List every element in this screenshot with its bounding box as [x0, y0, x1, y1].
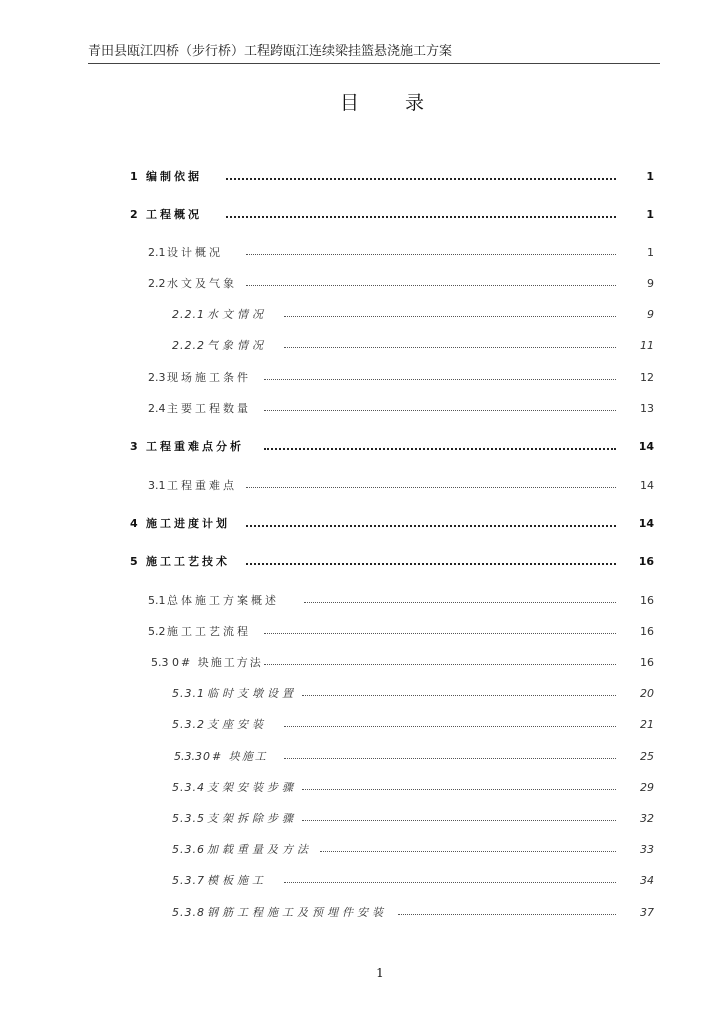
toc-label: 水文及气象	[167, 277, 237, 290]
toc-leader	[284, 882, 616, 883]
toc-page: 1	[646, 207, 654, 221]
toc-label: 现场施工条件	[167, 371, 251, 384]
toc-leader	[226, 216, 616, 218]
toc-leader	[246, 487, 616, 488]
toc-entry[interactable]	[0, 305, 724, 323]
toc-label: 工程重难点	[167, 479, 237, 492]
toc-number: 5.3	[151, 655, 169, 669]
toc-leader	[302, 695, 616, 696]
toc-page: 16	[638, 554, 654, 568]
toc-entry[interactable]	[0, 715, 724, 733]
toc-entry[interactable]	[0, 336, 724, 354]
toc-page: 33	[640, 842, 654, 856]
toc-leader	[264, 664, 616, 665]
toc-label: 编制依据	[146, 170, 202, 183]
toc-page: 13	[640, 401, 654, 415]
toc-page: 11	[640, 338, 654, 352]
toc-page: 16	[640, 624, 654, 638]
page-number: 1	[376, 966, 384, 980]
toc-page: 16	[640, 655, 654, 669]
toc-entry[interactable]	[0, 903, 724, 921]
toc-number: 5.3.2	[172, 717, 205, 731]
toc-label: 支座安装	[207, 718, 267, 731]
toc-leader	[246, 285, 616, 286]
toc-leader	[264, 379, 616, 380]
toc-number: 2.4	[148, 401, 166, 415]
toc-entry[interactable]	[0, 274, 724, 292]
toc-leader	[226, 178, 616, 180]
toc-page: 14	[640, 478, 654, 492]
toc-page: 9	[647, 307, 654, 321]
toc-label: 施工工艺技术	[146, 555, 230, 568]
toc-number: 5.3.1	[172, 686, 205, 700]
toc-leader	[320, 851, 616, 852]
toc-entry[interactable]	[0, 840, 724, 858]
toc-page: 37	[640, 905, 654, 919]
toc-page: 12	[640, 370, 654, 384]
toc-label: 气象情况	[207, 339, 267, 352]
toc-number: 2.1	[148, 245, 166, 259]
toc-label: 设计概况	[167, 246, 223, 259]
toc-entry[interactable]	[0, 476, 724, 494]
toc-number: 2.2.1	[172, 307, 205, 321]
toc-page: 20	[640, 686, 654, 700]
toc-number: 5.3.4	[172, 780, 205, 794]
toc-label: 工程概况	[146, 208, 202, 221]
toc-number: 5.2	[148, 624, 166, 638]
toc-number: 5.3.7	[172, 873, 205, 887]
toc-page: 16	[640, 593, 654, 607]
toc-number: 1	[130, 169, 141, 183]
toc-number: 5.3.8	[172, 905, 205, 919]
toc-leader	[246, 254, 616, 255]
toc-label: 0# 块施工方法	[172, 656, 263, 669]
toc-label: 总体施工方案概述	[167, 594, 279, 607]
toc-entry[interactable]	[0, 167, 724, 185]
toc-leader	[264, 448, 616, 450]
toc-page: 32	[640, 811, 654, 825]
toc-leader	[264, 410, 616, 411]
toc-leader	[302, 789, 616, 790]
toc-leader	[284, 726, 616, 727]
toc-leader	[284, 758, 616, 759]
toc-leader	[246, 563, 616, 565]
toc-page: 29	[640, 780, 654, 794]
toc-entry[interactable]	[0, 653, 724, 671]
toc-entry[interactable]	[0, 747, 724, 765]
toc-leader	[284, 347, 616, 348]
toc-page: 34	[640, 873, 654, 887]
toc-label: 主要工程数量	[167, 402, 251, 415]
toc-page: 14	[638, 439, 654, 453]
toc-number: 5.3.5	[172, 811, 205, 825]
toc-entry[interactable]	[0, 871, 724, 889]
toc-entry[interactable]	[0, 437, 724, 455]
toc-label: 支架安装步骤	[207, 781, 297, 794]
toc-number: 5.1	[148, 593, 166, 607]
toc-label: 钢筋工程施工及预埋件安装	[207, 906, 387, 919]
toc-label: 临时支墩设置	[207, 687, 297, 700]
toc-number: 2	[130, 207, 141, 221]
toc-entry[interactable]	[0, 399, 724, 417]
toc-entry[interactable]	[0, 684, 724, 702]
toc-entry[interactable]	[0, 514, 724, 532]
toc-number: 5.3.3	[174, 749, 202, 763]
toc-label: 施工进度计划	[146, 517, 230, 530]
toc-leader	[302, 820, 616, 821]
toc-number: 3.1	[148, 478, 166, 492]
toc-page: 14	[638, 516, 654, 530]
toc-leader	[398, 914, 616, 915]
toc-label: 模板施工	[207, 874, 267, 887]
toc-entry[interactable]	[0, 243, 724, 261]
toc-leader	[284, 316, 616, 317]
toc-entry[interactable]	[0, 591, 724, 609]
toc-label: 0# 块施工	[203, 750, 268, 763]
toc-entry[interactable]	[0, 552, 724, 570]
toc-number: 2.2.2	[172, 338, 205, 352]
toc-number: 2.2	[148, 276, 166, 290]
toc-number: 2.3	[148, 370, 166, 384]
toc-page: 1	[647, 245, 654, 259]
toc-entry[interactable]	[0, 205, 724, 223]
toc-page: 21	[640, 717, 654, 731]
toc-label: 加载重量及方法	[207, 843, 312, 856]
toc-label: 水文情况	[207, 308, 267, 321]
toc-entry[interactable]	[0, 622, 724, 640]
toc-label: 工程重难点分析	[146, 440, 244, 453]
toc-leader	[304, 602, 616, 603]
toc-number: 5	[130, 554, 141, 568]
toc-leader	[264, 633, 616, 634]
toc-number: 5.3.6	[172, 842, 205, 856]
toc-number: 4	[130, 516, 141, 530]
toc-title: 目 录	[339, 92, 445, 114]
page-header: 青田县瓯江四桥（步行桥）工程跨瓯江连续梁挂篮悬浇施工方案	[88, 40, 660, 64]
toc-label: 施工工艺流程	[167, 625, 251, 638]
toc-entry[interactable]	[0, 809, 724, 827]
toc-entry[interactable]	[0, 368, 724, 386]
toc-label: 支架拆除步骤	[207, 812, 297, 825]
toc-page: 25	[640, 749, 654, 763]
toc-number: 3	[130, 439, 141, 453]
toc-page: 1	[646, 169, 654, 183]
toc-entry[interactable]	[0, 778, 724, 796]
toc-page: 9	[647, 276, 654, 290]
toc-leader	[246, 525, 616, 527]
